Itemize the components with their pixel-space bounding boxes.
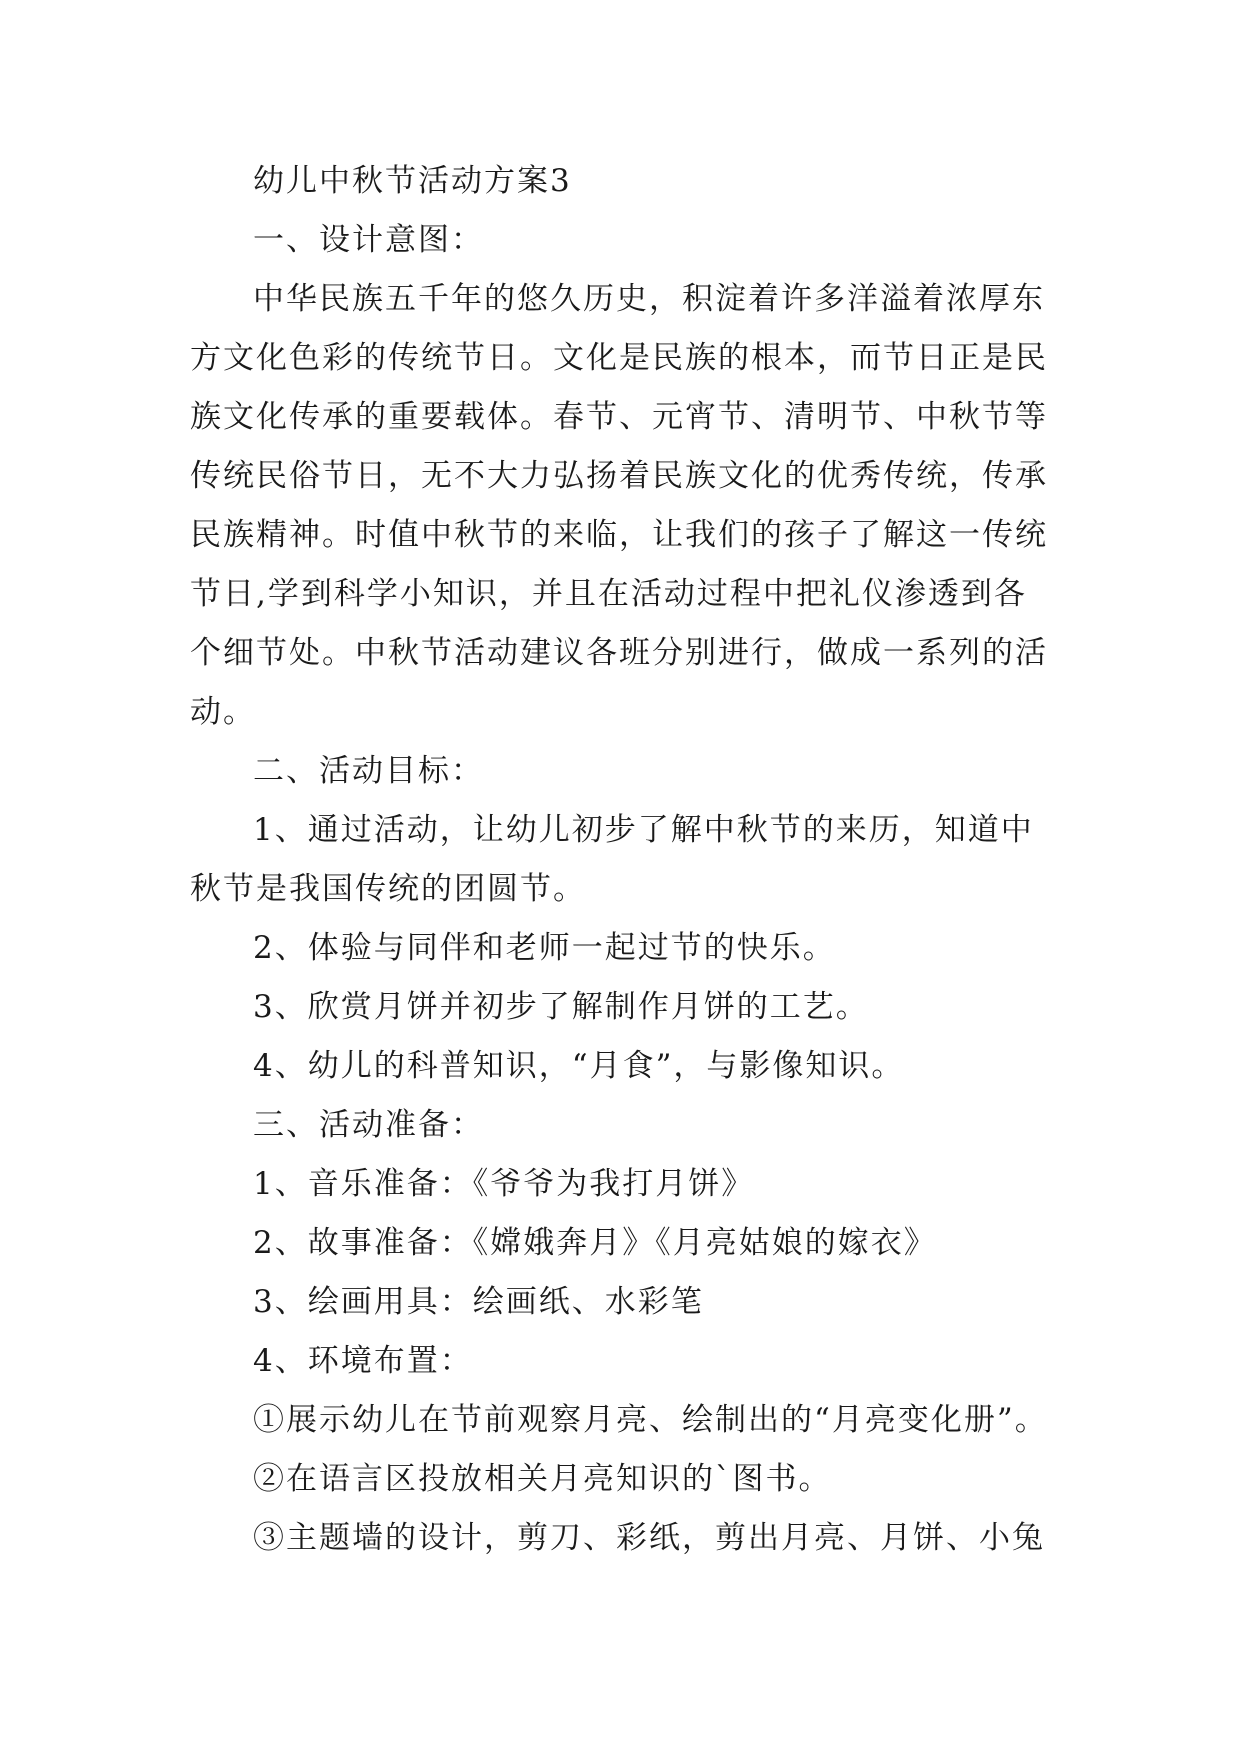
prep-item-drawing-tools: 3、绘画用具：绘画纸、水彩笔 (253, 1284, 704, 1320)
paragraph-line: 动。 (190, 694, 256, 730)
paragraph-line: 个细节处。中秋节活动建议各班分别进行，做成一系列的活 (190, 635, 1048, 671)
paragraph-line: 中华民族五千年的悠久历史，积淀着许多洋溢着浓厚东 (253, 281, 1045, 317)
goal-item-1-line: 1、通过活动，让幼儿初步了解中秋节的来历，知道中 (253, 812, 1034, 848)
section-heading-design-intent: 一、设计意图： (253, 222, 484, 258)
paragraph-line: 族文化传承的重要载体。春节、元宵节、清明节、中秋节等 (190, 399, 1048, 435)
env-item-3: ③主题墙的设计，剪刀、彩纸，剪出月亮、月饼、小兔 (253, 1520, 1045, 1556)
paragraph-line: 传统民俗节日，无不大力弘扬着民族文化的优秀传统，传承 (190, 458, 1048, 494)
document-title: 幼儿中秋节活动方案3 (253, 163, 572, 199)
paragraph-line: 方文化色彩的传统节日。文化是民族的根本，而节日正是民 (190, 340, 1048, 376)
goal-item-4: 4、幼儿的科普知识，“月食”，与影像知识。 (253, 1048, 905, 1084)
env-item-2: ②在语言区投放相关月亮知识的`图书。 (253, 1461, 832, 1497)
paragraph-line: 节日,学到科学小知识，并且在活动过程中把礼仪渗透到各 (190, 576, 1027, 612)
prep-item-story: 2、故事准备：《嫦娥奔月》《月亮姑娘的嫁衣》 (253, 1225, 937, 1261)
goal-item-1-line: 秋节是我国传统的团圆节。 (190, 871, 586, 907)
prep-item-environment: 4、环境布置： (253, 1343, 473, 1379)
section-heading-preparation: 三、活动准备： (253, 1107, 484, 1143)
goal-item-3: 3、欣赏月饼并初步了解制作月饼的工艺。 (253, 989, 869, 1025)
document-body (190, 152, 1070, 1568)
prep-item-music: 1、音乐准备：《爷爷为我打月饼》 (253, 1166, 755, 1202)
goal-item-2: 2、体验与同伴和老师一起过节的快乐。 (253, 930, 836, 966)
env-item-1: ①展示幼儿在节前观察月亮、绘制出的“月亮变化册”。 (253, 1402, 1048, 1438)
section-heading-goals: 二、活动目标： (253, 753, 484, 789)
paragraph-line: 民族精神。时值中秋节的来临，让我们的孩子了解这一传统 (190, 517, 1048, 553)
